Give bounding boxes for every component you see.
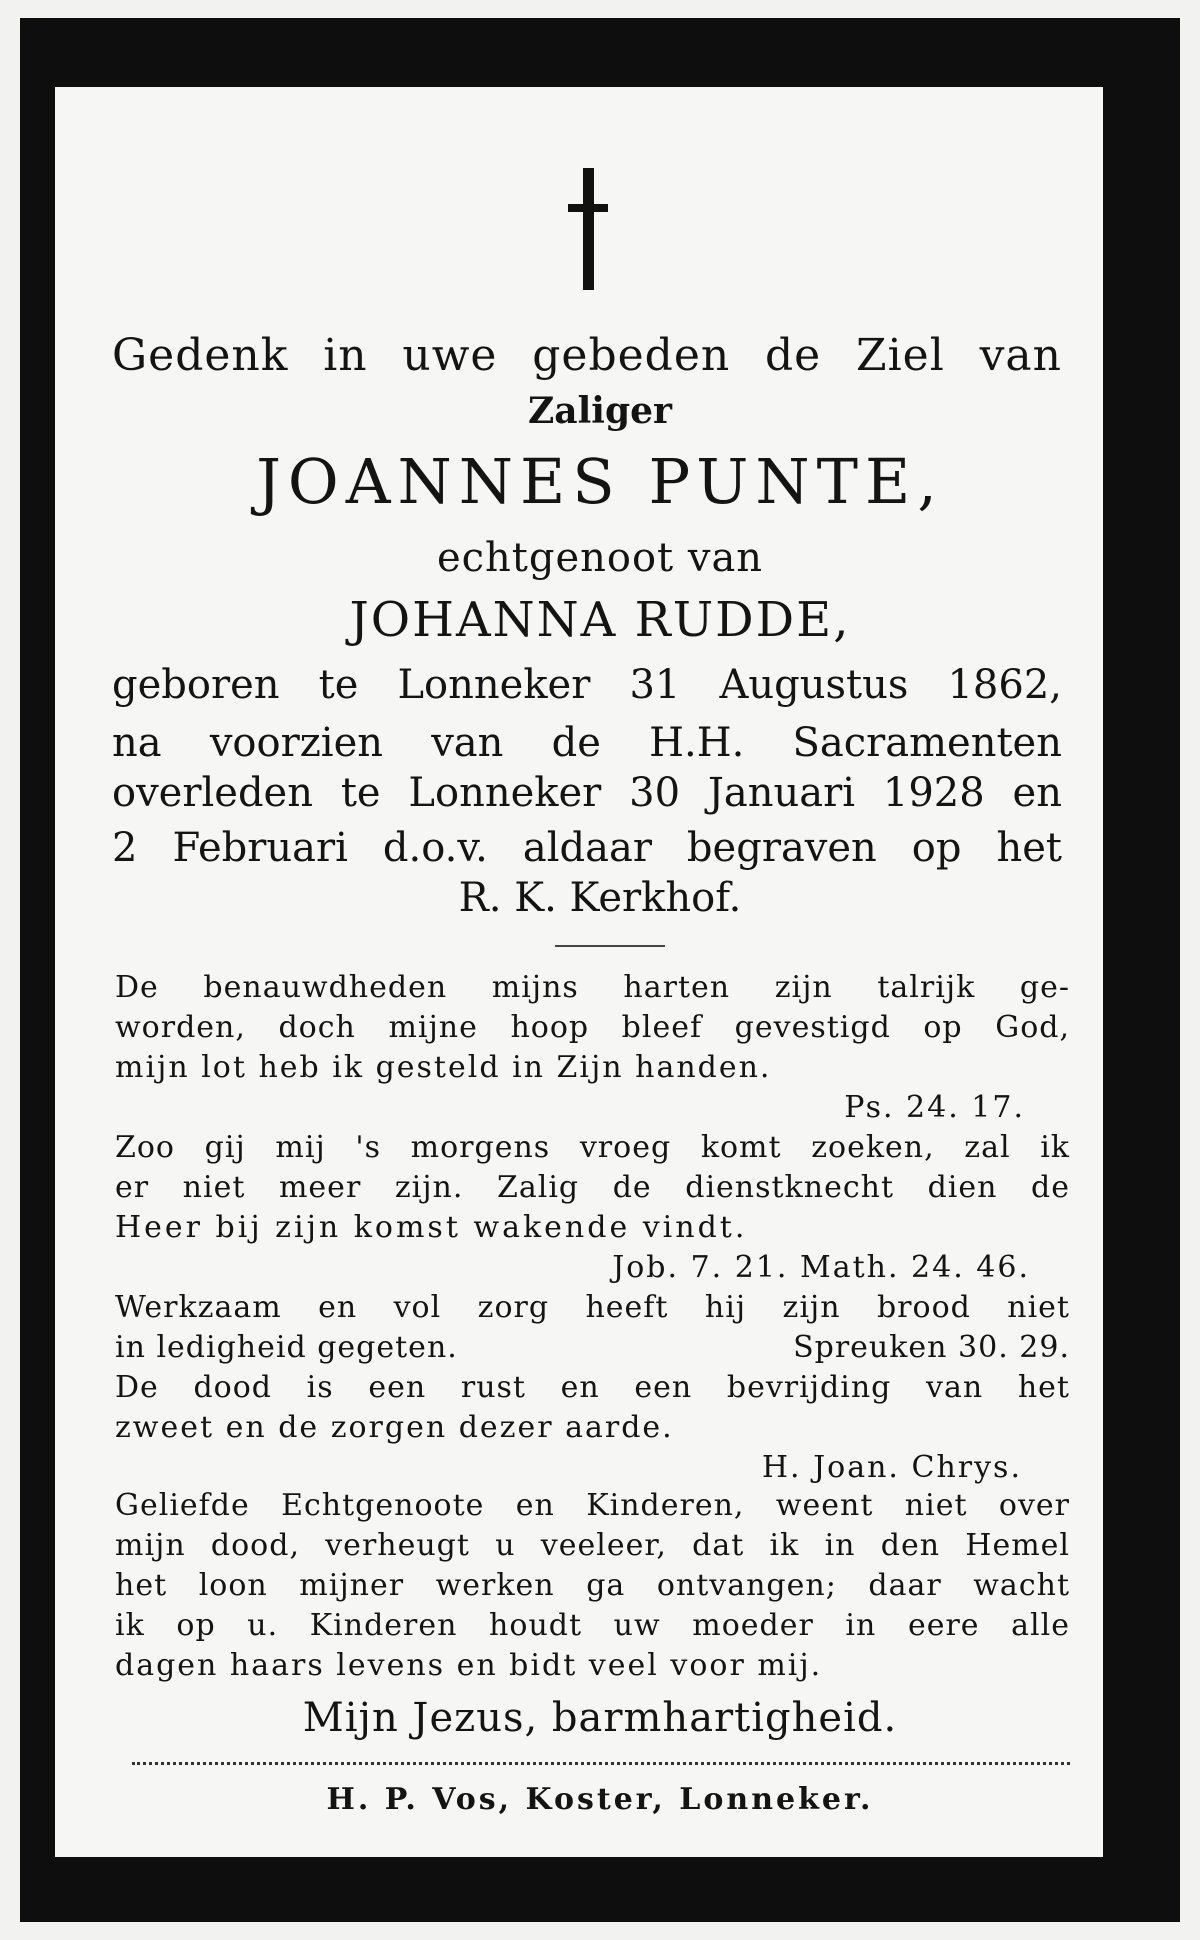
verse-line: er niet meer zijn. Zalig de dienstknecht dien de <box>115 1170 1070 1205</box>
burial-line: 2 Februari d.o.v. aldaar begraven op het <box>112 825 1062 871</box>
verse-line: ik op u. Kinderen houdt uw moeder in eere alle <box>115 1608 1070 1643</box>
verse-line: zweet en de zorgen dezer aarde. <box>115 1410 674 1445</box>
verse-line: Zoo gij mij 's morgens vroeg komt zoeken, zal ik <box>115 1130 1070 1165</box>
verse-line: De benauwdheden mijns harten zijn talrijk ge- <box>115 970 1070 1005</box>
verse-line: Geliefde Echtgenoote en Kinderen, weent niet over <box>115 1488 1070 1523</box>
verse-line: dagen haars levens en bidt veel voor mij. <box>115 1648 823 1683</box>
verse-line: Werkzaam en vol zorg heeft hij zijn brood niet <box>115 1290 1070 1325</box>
verse-line: De dood is een rust en een bevrijding van het <box>115 1370 1070 1405</box>
birth-line: geboren te Lonneker 31 Augustus 1862, <box>112 662 1062 708</box>
separator <box>555 945 665 947</box>
cross-icon <box>568 168 608 290</box>
verse-line-with-reference <box>115 1330 1070 1365</box>
verse-line: in ledigheid gegeten. <box>115 1330 458 1365</box>
verse-reference: Ps. 24. 17. <box>844 1090 1025 1125</box>
spouse-prefix: echtgenoot van <box>436 535 764 581</box>
spouse-name: JOHANNA RUDDE, <box>349 592 851 648</box>
zaliger-label: Zaliger <box>528 390 672 432</box>
verse-line: Heer bij zijn komst wakende vindt. <box>115 1210 748 1245</box>
verse-line: mijn lot heb ik gesteld in Zijn handen. <box>115 1050 772 1085</box>
verse-reference: H. Joan. Chrys. <box>761 1450 1022 1485</box>
printer-credit: H. P. Vos, Koster, Lonneker. <box>326 1782 874 1817</box>
deceased-name: JOANNES PUNTE, <box>256 445 944 518</box>
death-line: overleden te Lonneker 30 Januari 1928 en <box>112 770 1062 816</box>
intro-line: Gedenk in uwe gebeden de Ziel van <box>112 330 1062 381</box>
verse-reference: Spreuken 30. 29. <box>793 1330 1070 1365</box>
verse-line: worden, doch mijne hoop bleef gevestigd op God, <box>115 1010 1070 1045</box>
closing-prayer: Mijn Jezus, barmhartigheid. <box>302 1695 898 1741</box>
verse-line: het loon mijner werken ga ontvangen; daar wacht <box>115 1568 1070 1603</box>
verse-reference: Job. 7. 21. Math. 24. 46. <box>612 1250 1030 1285</box>
cemetery-line: R. K. Kerkhof. <box>458 875 742 921</box>
dotted-divider <box>132 1762 1070 1765</box>
verse-line: mijn dood, verheugt u veeleer, dat ik in den Hemel <box>115 1528 1070 1563</box>
sacraments-line: na voorzien van de H.H. Sacramenten <box>112 720 1062 766</box>
